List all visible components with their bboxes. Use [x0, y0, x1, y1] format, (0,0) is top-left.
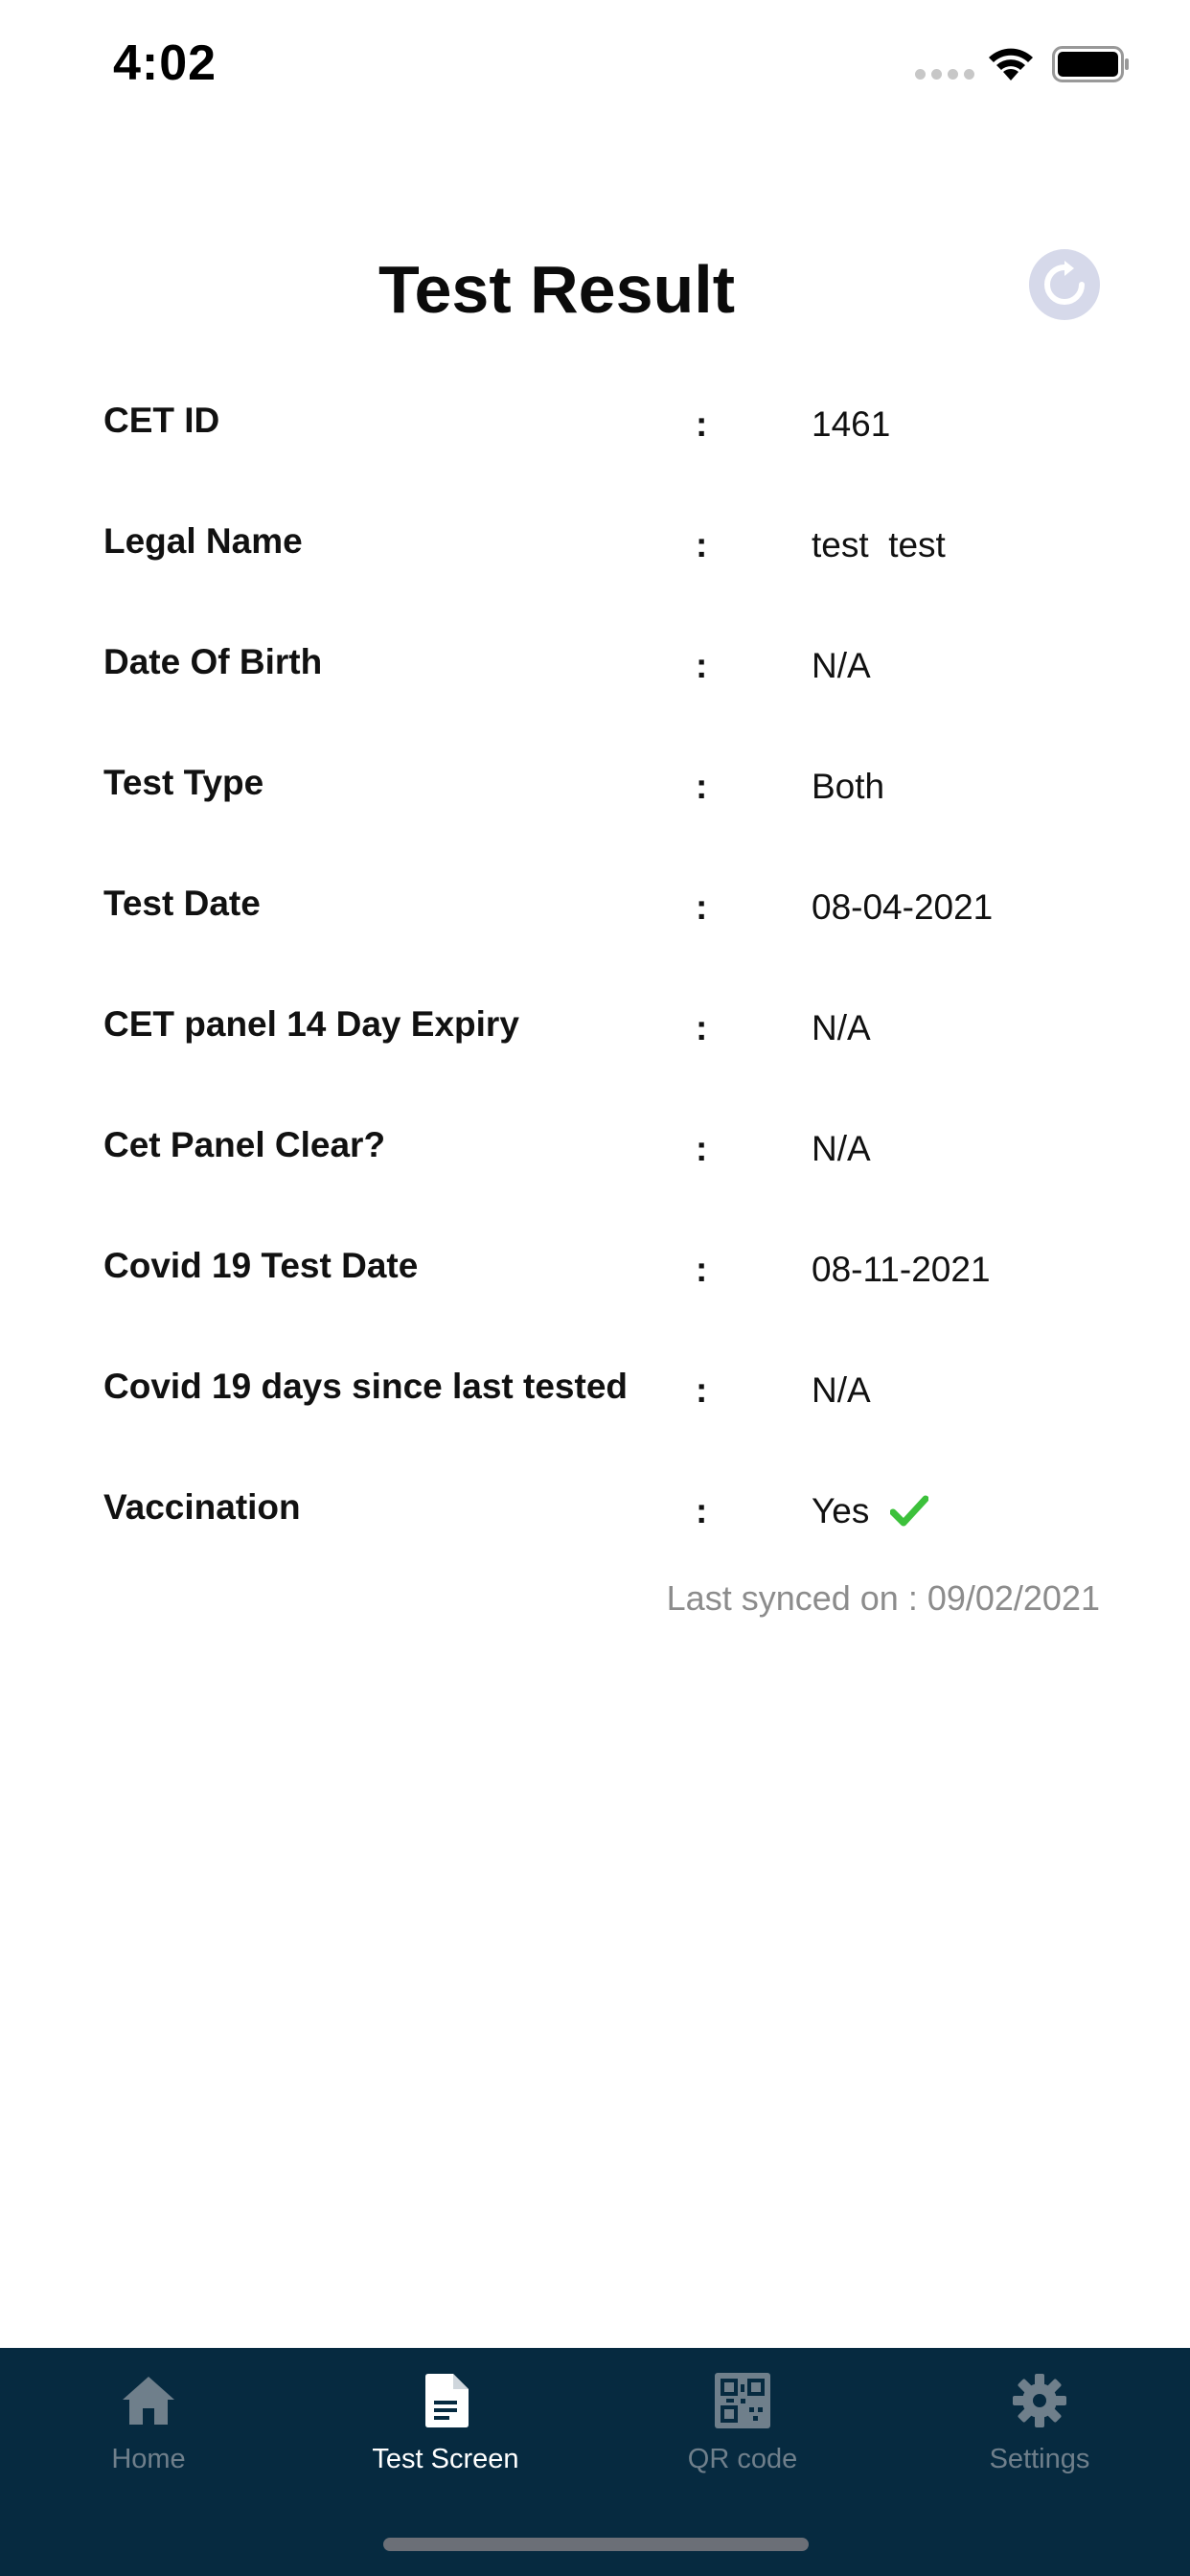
row-value-text: N/A — [812, 1008, 871, 1047]
row-label: CET panel 14 Day Expiry — [103, 1004, 519, 1044]
row-label: Date Of Birth — [103, 642, 323, 681]
row-label: Test Date — [103, 884, 261, 923]
row-value-text: Both — [812, 767, 885, 806]
row-colon: : — [696, 1250, 708, 1289]
home-icon — [119, 2371, 178, 2430]
tab-label: QR code — [687, 2444, 798, 2474]
row-test-date — [0, 866, 1190, 987]
checkmark-icon — [890, 1495, 928, 1528]
tab-label: Home — [111, 2444, 186, 2474]
row-covid-test-date — [0, 1229, 1190, 1349]
tab-label: Settings — [989, 2444, 1090, 2474]
row-test-type — [0, 746, 1190, 866]
gear-icon — [1010, 2371, 1069, 2430]
row-value — [812, 1129, 871, 1169]
row-value — [812, 404, 890, 445]
row-value-text: N/A — [812, 1129, 871, 1168]
row-label: CET ID — [103, 401, 220, 440]
row-value-text: 08-11-2021 — [812, 1250, 991, 1289]
row-value — [812, 1370, 871, 1411]
row-cet-panel-clear — [0, 1108, 1190, 1229]
refresh-icon — [1040, 260, 1089, 310]
row-label: Test Type — [103, 763, 264, 802]
tab-label: Test Screen — [372, 2444, 519, 2474]
status-time: 4:02 — [113, 35, 217, 91]
battery-icon — [1052, 46, 1131, 82]
row-colon: : — [696, 1008, 708, 1047]
row-colon: : — [696, 646, 708, 685]
row-cet-id — [0, 383, 1190, 504]
row-label: Covid 19 days since last tested — [103, 1367, 629, 1406]
row-value-text: test test — [812, 525, 946, 564]
row-legal-name — [0, 504, 1190, 625]
home-indicator — [383, 2538, 809, 2551]
row-value-text: 1461 — [812, 404, 891, 444]
tab-qr-code[interactable] — [594, 2371, 891, 2496]
row-label: Cet Panel Clear? — [103, 1125, 386, 1164]
row-colon: : — [696, 1370, 708, 1410]
cellular-signal-icon — [915, 69, 974, 80]
tab-test-screen[interactable] — [297, 2371, 594, 2496]
row-colon: : — [696, 404, 708, 444]
row-value — [812, 646, 871, 686]
row-colon: : — [696, 767, 708, 806]
row-value-text: N/A — [812, 646, 871, 685]
row-value — [812, 1491, 928, 1531]
row-value — [812, 767, 884, 807]
tab-settings[interactable] — [891, 2371, 1188, 2496]
document-icon — [416, 2371, 475, 2430]
result-list — [0, 383, 1190, 1591]
row-colon: : — [696, 1491, 708, 1530]
row-vaccination — [0, 1470, 1190, 1591]
status-bar — [0, 0, 1190, 134]
row-label: Vaccination — [103, 1487, 301, 1527]
row-covid-days-since-tested — [0, 1349, 1190, 1470]
row-colon: : — [696, 887, 708, 927]
refresh-button[interactable] — [1029, 249, 1100, 320]
tab-home[interactable] — [0, 2371, 297, 2496]
row-colon: : — [696, 525, 708, 564]
wifi-icon — [985, 42, 1037, 82]
last-synced-text: Last synced on : 09/02/2021 — [666, 1578, 1100, 1618]
page-title: Test Result — [378, 252, 736, 327]
row-label: Legal Name — [103, 521, 303, 561]
row-colon: : — [696, 1129, 708, 1168]
row-value-text: N/A — [812, 1370, 871, 1410]
row-value — [812, 887, 993, 928]
row-value-text: Yes — [812, 1491, 870, 1530]
row-cet-panel-expiry — [0, 987, 1190, 1108]
row-value — [812, 1250, 991, 1290]
row-date-of-birth — [0, 625, 1190, 746]
row-value — [812, 1008, 871, 1048]
row-label: Covid 19 Test Date — [103, 1246, 419, 1285]
row-value — [812, 525, 946, 565]
row-value-text: 08-04-2021 — [812, 887, 994, 927]
qr-code-icon — [713, 2371, 772, 2430]
